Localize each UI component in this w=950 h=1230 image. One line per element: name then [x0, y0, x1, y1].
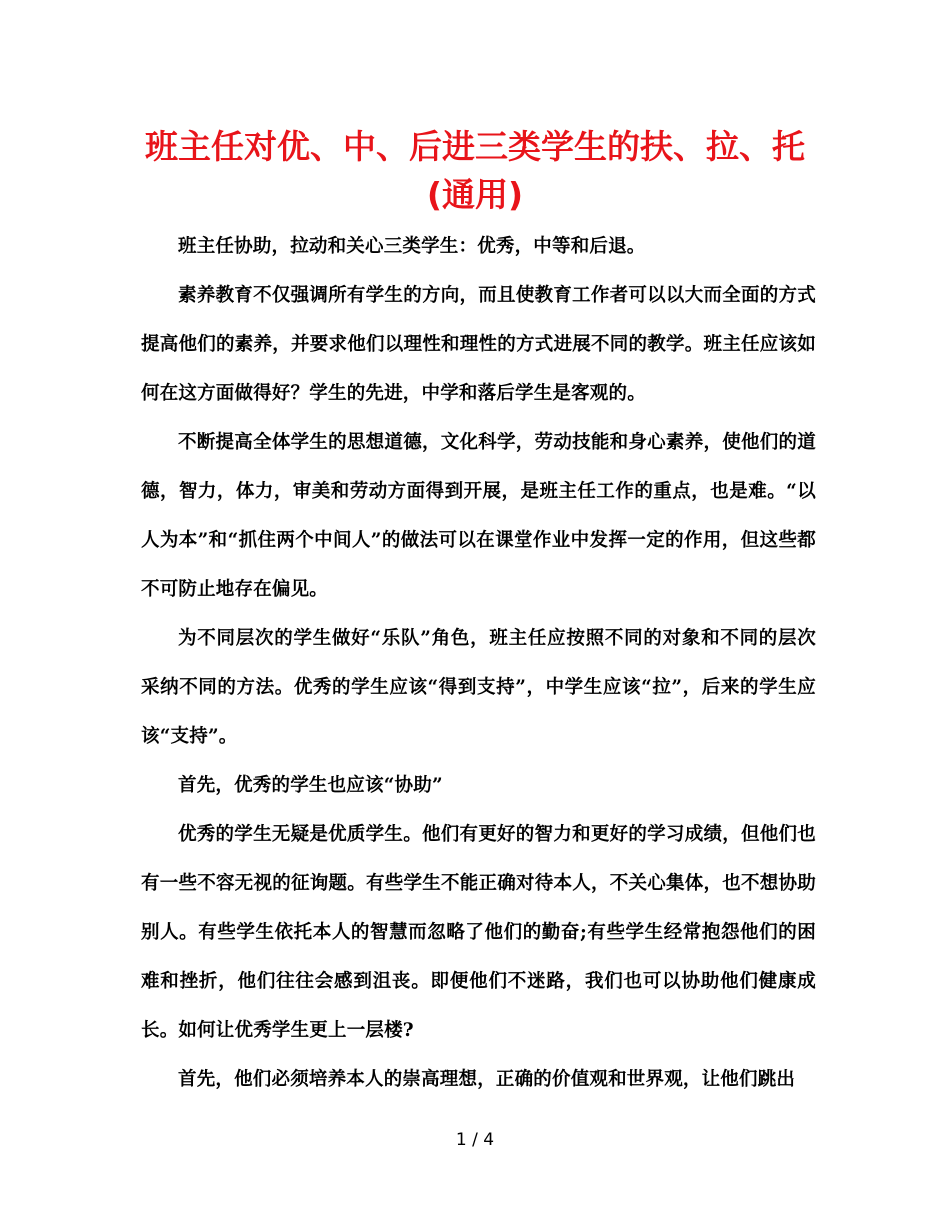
paragraph: 为不同层次的学生做好“乐队”角色，班主任应按照不同的对象和不同的层次采纳不同的方法。优秀的学生应该“得到支持”，中学生应该“拉”，后来的学生应该“支持”。: [141, 628, 816, 747]
page-number: 1 / 4: [455, 1130, 495, 1150]
document-body: [141, 222, 816, 1104]
paragraph: 优秀的学生无疑是优质学生。他们有更好的智力和更好的学习成绩，但他们也有一些不容无视的征询题。有些学生不能正确对待本人，不关心集体，也不想协助别人。有些学生依托本人的智慧而忽略了他们的勤奋;有些学生经常抱怨他们的困难和挫折，他们往往会感到沮丧。即便他们不迷路，我们也可以协助他们健康成长。如何让优秀学生更上一层楼?: [141, 824, 816, 1041]
paragraph: 素养教育不仅强调所有学生的方向，而且使教育工作者可以以大而全面的方式提高他们的素养，并要求他们以理性和理性的方式进展不同的教学。班主任应该如何在这方面做得好？学生的先进，中学和落后学生是客观的。: [141, 285, 816, 404]
paragraph: 首先，他们必须培养本人的崇高理想，正确的价值观和世界观，让他们跳出: [178, 1069, 796, 1090]
paragraph: 班主任协助，拉动和关心三类学生：优秀，中等和后退。: [178, 236, 646, 257]
section-heading-paragraph: 首先，优秀的学生也应该“协助”: [178, 775, 443, 796]
document-title: 班主任对优、中、后进三类学生的扶、拉、托: [145, 127, 805, 166]
paragraph: 不断提高全体学生的思想道德，文化科学，劳动技能和身心素养，使他们的道德，智力，体力，审美和劳动方面得到开展，是班主任工作的重点，也是难。“以人为本”和“抓住两个中间人”的做法可以在课堂作业中发挥一定的作用，但这些都不可防止地存在偏见。: [141, 432, 816, 600]
document-title-suffix: (通用): [426, 175, 524, 214]
